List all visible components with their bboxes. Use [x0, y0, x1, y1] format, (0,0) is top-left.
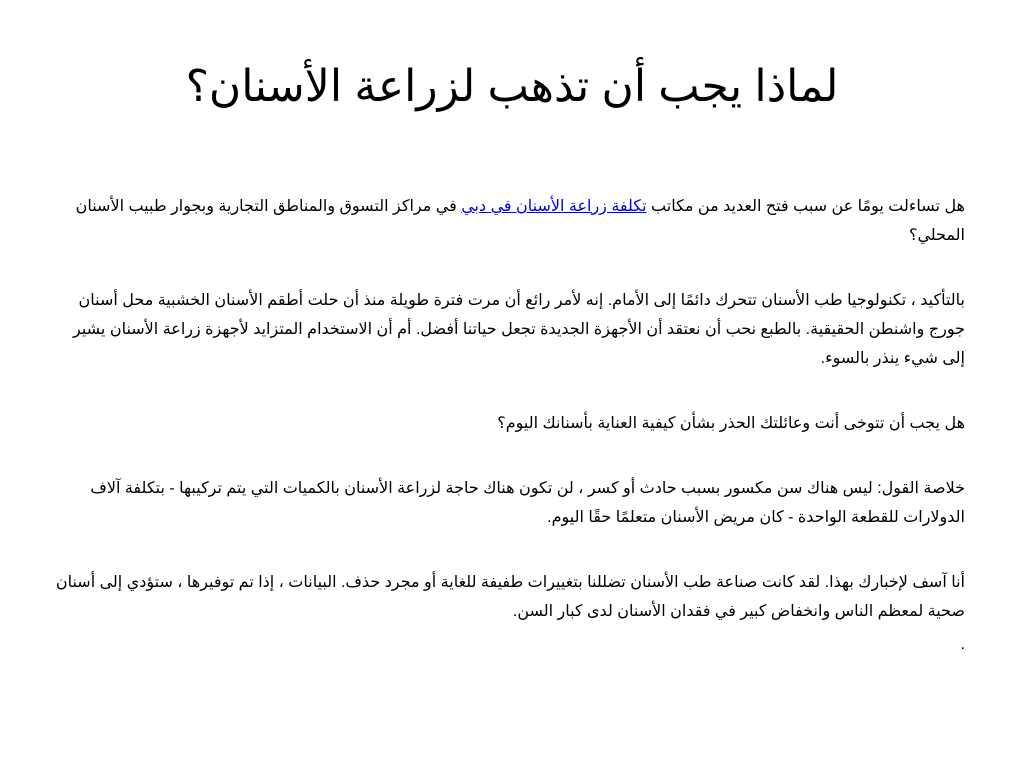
paragraph-question: هل يجب أن تتوخى أنت وعائلتك الحذر بشأن كيفية العناية بأسنانك اليوم؟ [497, 415, 965, 432]
trailing-period: . [960, 636, 965, 653]
paragraph-apology: أنا آسف لإخبارك بهذا. لقد كانت صناعة طب الأسنان تضللنا بتغييرات طفيفة للغاية أو مجرد حذف. البيانات ، إذا تم توفيرها ، ستؤدي إلى أسنان صحية لمعظم الناس وانخفاض كبير في فقدان الأسنان لدى كبار السن. [55, 574, 965, 620]
slide-title: لماذا يجب أن تذهب لزراعة الأسنان؟ [185, 62, 839, 111]
paragraph-bottom-line: خلاصة القول: ليس هناك سن مكسور بسبب حادث أو كسر ، لن تكون هناك حاجة لزراعة الأسنان بالكميات التي يتم تركيبها - بتكلفة آلاف الدولارات للقطعة الواحدة - كان مريض الأسنان متعلمًا حقًا اليوم. [90, 480, 965, 526]
paragraph-intro-text-start: هل تساءلت يومًا عن سبب فتح العديد من مكاتب [646, 198, 965, 215]
paragraph-intro [55, 192, 965, 250]
paragraph-intro-text-end: في مراكز التسوق والمناطق التجارية وبجوار طبيب الأسنان المحلي؟ [75, 198, 965, 244]
slide-body [55, 192, 965, 659]
dental-implant-cost-dubai-link[interactable]: تكلفة زراعة الأسنان في دبي [461, 198, 647, 215]
paragraph-technology: بالتأكيد ، تكنولوجيا طب الأسنان تتحرك دائمًا إلى الأمام. إنه لأمر رائع أن مرت فترة طويلة منذ أن حلت أطقم الأسنان الخشبية محل أسنان جورج واشنطن الحقيقية. بالطبع نحب أن نعتقد أن الأجهزة الجديدة تجعل حياتنا أفضل. أم أن الاستخدام المتزايد لأجهزة زراعة الأسنان يشير إلى شيء ينذر بالسوء. [72, 292, 965, 367]
